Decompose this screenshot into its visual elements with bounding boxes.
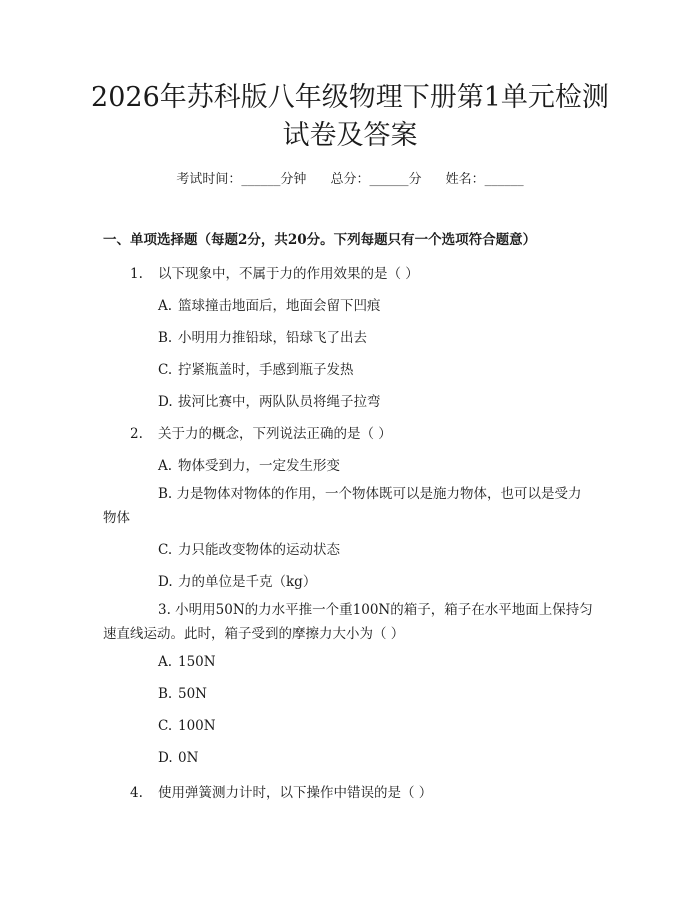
option-d: D. 拔河比赛中，两队队员将绳子拉弯: [158, 394, 381, 410]
question-number: 1.: [130, 266, 143, 282]
option-c: C. 100N: [158, 718, 216, 734]
exam-title-line1: 2026年苏科版八年级物理下册第1单元检测: [91, 82, 609, 113]
option-d: D. 0N: [158, 750, 199, 766]
option-b: B. 力是物体对物体的作用，一个物体既可以是施力物体，也可以是受力物体: [103, 486, 582, 526]
option-d: D. 力的单位是千克（kg）: [158, 574, 317, 590]
question-2: [130, 422, 392, 442]
question-4: [130, 781, 432, 801]
exam-meta: [0, 168, 700, 187]
question-text: 使用弹簧测力计时，以下操作中错误的是（ ）: [158, 785, 433, 801]
option-b: B. 小明用力推铅球，铅球飞了出去: [158, 330, 367, 346]
question-3: 3. 小明用50N的力水平推一个重100N的箱子，箱子在水平地面上保持匀速直线运动。此时，箱子受到的摩擦力大小为（ ）: [103, 602, 593, 642]
option-a: A. 篮球撞击地面后，地面会留下凹痕: [158, 298, 381, 314]
option-b: B. 50N: [158, 686, 207, 702]
exam-title-line2: 试卷及答案: [282, 120, 418, 151]
question-text: 关于力的概念，下列说法正确的是（ ）: [158, 426, 392, 442]
option-c: C. 力只能改变物体的运动状态: [158, 542, 340, 558]
option-a: A. 物体受到力，一定发生形变: [158, 458, 340, 474]
question-1: [130, 262, 419, 282]
question-text: 以下现象中，不属于力的作用效果的是（ ）: [158, 266, 419, 282]
exam-time-field: 考试时间：______分钟: [176, 172, 307, 187]
option-c: C. 拧紧瓶盖时，手感到瓶子发热: [158, 362, 354, 378]
question-number: 4.: [130, 785, 143, 801]
section-heading: 一、单项选择题（每题2分，共20分。下列每题只有一个选项符合题意）: [103, 232, 537, 248]
total-score-field: 总分：______分: [330, 172, 422, 187]
question-number: 2.: [130, 426, 143, 442]
option-a: A. 150N: [158, 654, 216, 670]
student-name-field: 姓名：______: [445, 172, 524, 187]
